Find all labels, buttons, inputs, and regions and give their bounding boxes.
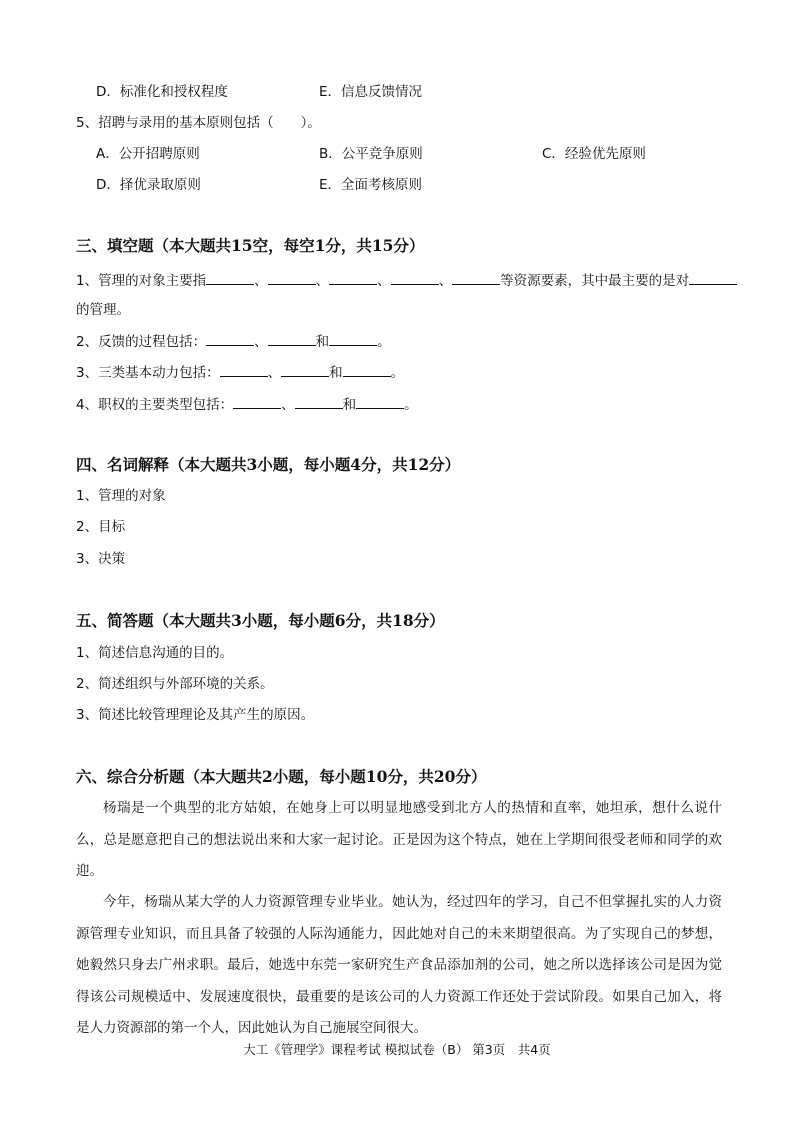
section-4-title: 四、名词解释（本大题共3小题，每小题4分，共12分） [76,455,461,474]
fill-q2-prefix: 2、反馈的过程包括： [76,334,207,350]
fill-q3-prefix: 3、三类基本动力包括： [76,365,220,381]
conjunction: 和 [342,397,357,413]
question-5-stem: 5、招聘与录用的基本原则包括（ ）。 [76,115,321,131]
answer-blank[interactable] [295,394,343,409]
conjunction: 和 [315,334,330,350]
fill-question-3 [76,362,404,383]
fill-q4-prefix: 4、职权的主要类型包括： [76,397,234,413]
section-3-title: 三、填空题（本大题共15空，每空1分，共15分） [76,236,425,255]
option-5a: A．公开招聘原则 [96,146,200,162]
section-6-title: 六、综合分析题（本大题共2小题，每小题10分，共20分） [76,767,487,786]
answer-blank[interactable] [391,270,439,285]
period: 。 [404,397,418,413]
page-footer: 大工《管理学》课程考试 模拟试卷（B） 第3页 共4页 [243,1042,551,1057]
section-5-title: 五、简答题（本大题共3小题，每小题6分，共18分） [76,611,445,630]
separator: 、 [254,273,268,289]
answer-blank[interactable] [452,270,500,285]
option-4d: D．标准化和授权程度 [96,84,228,100]
separator: 、 [377,273,391,289]
separator: 、 [438,273,453,289]
term-item-1: 1、管理的对象 [76,488,166,504]
answer-blank[interactable] [343,362,391,377]
answer-blank[interactable] [206,270,254,285]
separator: 、 [267,365,282,381]
answer-blank[interactable] [268,270,316,285]
fill-q1-prefix: 1、管理的对象主要指 [76,273,207,289]
option-5d: D．择优录取原则 [96,177,201,193]
answer-blank[interactable] [281,362,329,377]
short-answer-item-2: 2、简述组织与外部环境的关系。 [76,676,274,692]
fill-question-1 [76,270,737,291]
answer-blank[interactable] [329,331,377,346]
answer-blank[interactable] [329,270,377,285]
answer-blank[interactable] [356,394,404,409]
case-paragraph-1: 杨瑞是一个典型的北方姑娘，在她身上可以明显地感受到北方人的热情和直率，她坦承，想什么说什么，总是愿意把自己的想法说出来和大家一起讨论。正是因为这个特点，她在上学期间很受老师和同学的欢迎。 [76,800,722,880]
option-5c: C．经验优先原则 [542,146,646,162]
period: 。 [377,334,391,350]
term-item-3: 3、决策 [76,551,126,567]
option-4e: E．信息反馈情况 [319,84,423,100]
option-5b: B．公平竞争原则 [319,146,423,162]
answer-blank[interactable] [233,394,281,409]
fill-q1-mid: 等资源要素，其中最主要的是对 [500,273,690,289]
fill-q1-continuation: 的管理。 [76,302,130,318]
fill-question-4 [76,394,418,415]
answer-blank[interactable] [268,331,316,346]
option-5e: E．全面考核原则 [319,177,423,193]
case-paragraph-2: 今年，杨瑞从某大学的人力资源管理专业毕业。她认为，经过四年的学习，自己不但掌握扎实的人力资源管理专业知识，而且具备了较强的人际沟通能力，因此她对自己的未来期望很高。为了实现自己的梦想，她毅然只身去广州求职。最后，她选中东莞一家研究生产食品添加剂的公司，她之所以选择该公司是因为觉得该公司规模适中、发展速度很快，最重要的是该公司的人力资源工作还处于尝试阶段。如果自己加入，将是人力资源部的第一个人，因此她认为自己施展空间很大。 [76,894,722,1037]
short-answer-item-1: 1、简述信息沟通的目的。 [76,645,234,661]
term-item-2: 2、目标 [76,519,126,535]
answer-blank[interactable] [206,331,254,346]
period: 。 [390,365,405,381]
separator: 、 [315,273,330,289]
separator: 、 [254,334,268,350]
answer-blank[interactable] [689,270,737,285]
short-answer-item-3: 3、简述比较管理理论及其产生的原因。 [76,707,315,723]
conjunction: 和 [329,365,343,381]
fill-question-2 [76,331,391,352]
answer-blank[interactable] [220,362,268,377]
separator: 、 [281,397,295,413]
